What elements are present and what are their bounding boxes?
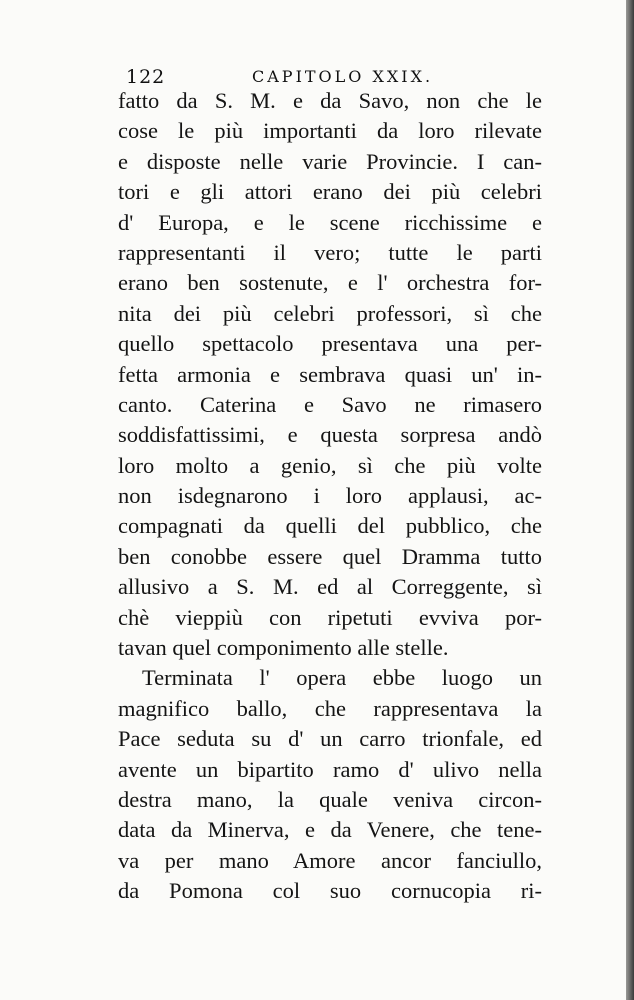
- text-line: avente un bipartito ramo d' ulivo nella: [118, 756, 542, 782]
- text-line: allusivo a S. M. ed al Correggente, sì: [118, 574, 542, 600]
- text-line: loro molto a genio, sì che più volte: [118, 452, 542, 478]
- text-line: canto. Caterina e Savo ne rimasero: [118, 391, 542, 417]
- text-line: fetta armonia e sembrava quasi un' in-: [118, 361, 542, 387]
- text-line: chè vieppiù con ripetuti evviva por-: [118, 604, 542, 630]
- text-line: cose le più importanti da loro rilevate: [118, 118, 542, 144]
- text-line: non isdegnarono i loro applausi, ac-: [118, 483, 542, 509]
- running-title: CAPITOLO XXIX.: [252, 67, 434, 86]
- text-line: erano ben sostenute, e l' orchestra for-: [118, 270, 542, 296]
- text-line: quello spettacolo presentava una per-: [118, 331, 542, 357]
- text-line: Terminata l' opera ebbe luogo un: [142, 665, 542, 691]
- text-line: tavan quel componimento alle stelle.: [118, 635, 449, 661]
- text-line: nita dei più celebri professori, sì che: [118, 300, 542, 326]
- text-line: destra mano, la quale veniva circon-: [118, 786, 542, 812]
- text-line: va per mano Amore ancor fanciullo,: [118, 847, 542, 873]
- text-line: d' Europa, e le scene ricchissime e: [118, 209, 542, 235]
- text-line: compagnati da quelli del pubblico, che: [118, 513, 542, 539]
- text-line: Pace seduta su d' un carro trionfale, ed: [118, 726, 542, 752]
- page-number: 122: [126, 66, 166, 88]
- text-line: soddisfattissimi, e questa sorpresa andò: [118, 422, 542, 448]
- text-line: e disposte nelle varie Provincie. I can-: [118, 148, 542, 174]
- text-line: fatto da S. M. e da Savo, non che le: [118, 88, 542, 113]
- text-line: ben conobbe essere quel Dramma tutto: [118, 543, 542, 569]
- text-line: rappresentanti il vero; tutte le parti: [118, 239, 542, 265]
- text-line: da Pomona col suo cornucopia ri-: [118, 878, 542, 904]
- body-text: [118, 86, 542, 907]
- text-line: tori e gli attori erano dei più celebri: [118, 179, 542, 205]
- scan-edge: [626, 0, 634, 1000]
- text-line: magnifico ballo, che rappresentava la: [118, 695, 542, 721]
- text-line: data da Minerva, e da Venere, che tene-: [118, 817, 542, 843]
